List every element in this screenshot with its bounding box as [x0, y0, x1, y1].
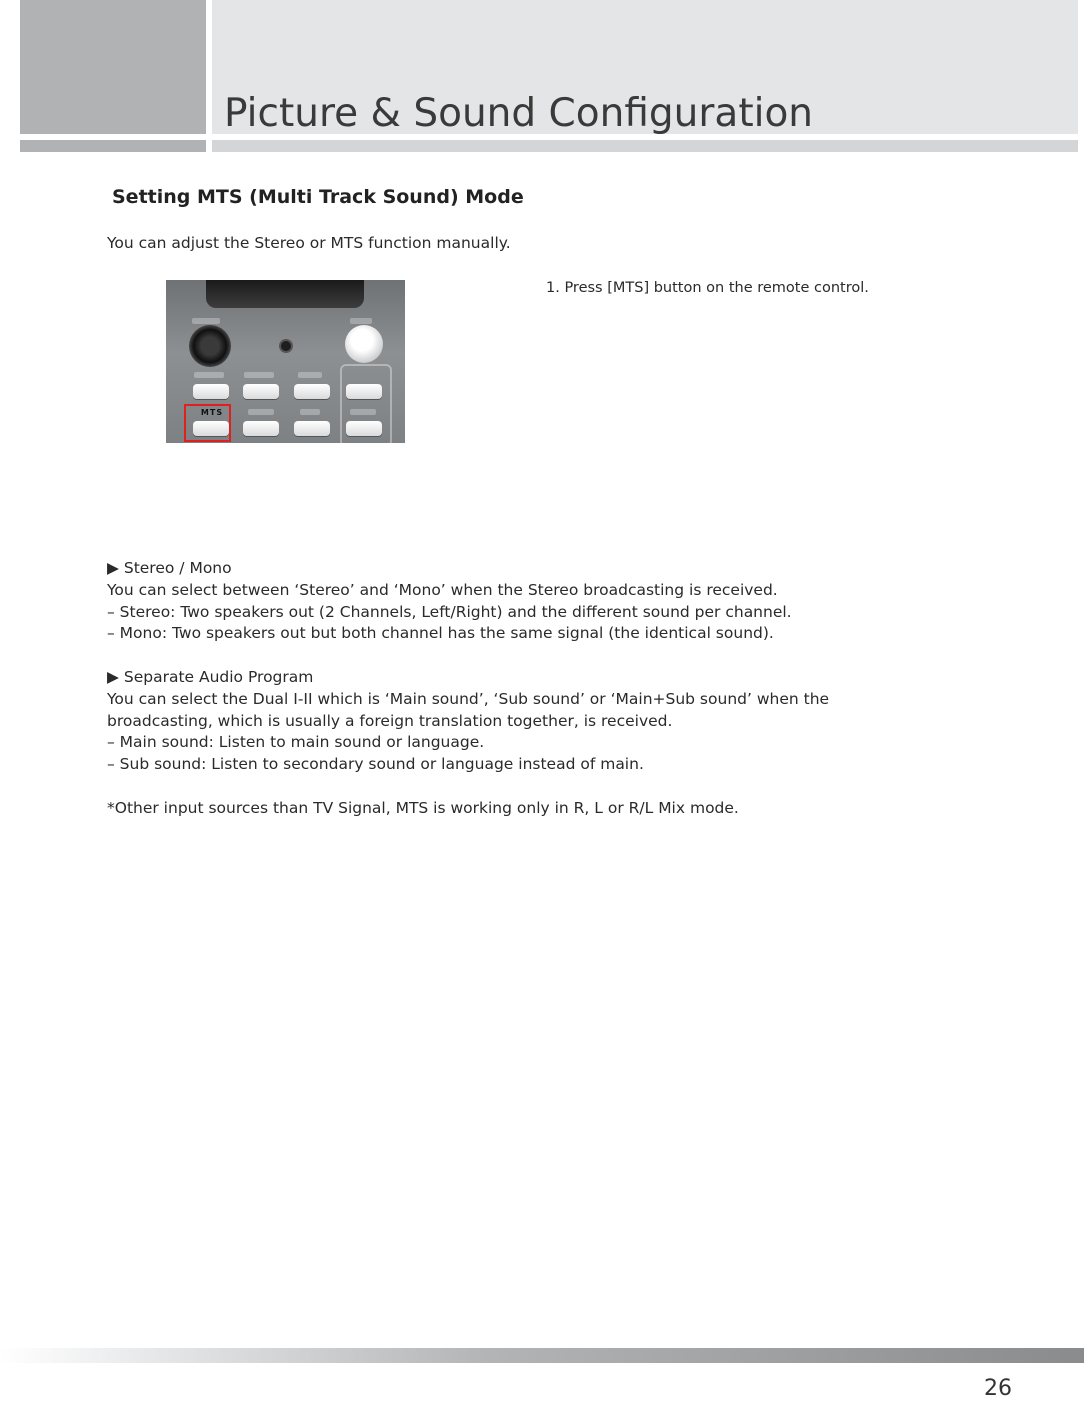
sap-line: You can select the Dual I-II which is ‘Main sound’, ‘Sub sound’ or ‘Main+Sub sound’ when the	[107, 689, 830, 708]
remote-label-mark	[194, 372, 224, 378]
footer-bar	[0, 1348, 1084, 1363]
mts-highlight-box	[184, 404, 231, 442]
triangle-right-icon: ▶	[107, 667, 119, 686]
mts-key-label: MTS	[200, 408, 224, 417]
remote-key	[243, 421, 279, 436]
remote-label-mark	[244, 372, 274, 378]
remote-key-group	[340, 364, 392, 443]
remote-key	[193, 384, 229, 399]
stereo-mono-line: – Mono: Two speakers out but both channel has the same signal (the identical sound).	[107, 624, 774, 643]
remote-control-image	[166, 280, 405, 443]
header-rule-left	[20, 140, 206, 152]
step-1-text: 1. Press [MTS] button on the remote control.	[546, 280, 869, 296]
page-number: 26	[984, 1376, 1012, 1401]
section-title: Setting MTS (Multi Track Sound) Mode	[112, 186, 524, 208]
sap-line: – Main sound: Listen to main sound or language.	[107, 733, 485, 752]
remote-label-mark	[300, 409, 320, 415]
remote-label-mark	[298, 372, 322, 378]
mute-button-icon	[345, 325, 383, 363]
stereo-mono-line: You can select between ‘Stereo’ and ‘Mono’ when the Stereo broadcasting is received.	[107, 580, 778, 599]
indicator-led	[281, 341, 291, 351]
remote-label-mark	[248, 409, 274, 415]
intro-text: You can adjust the Stereo or MTS function manually.	[107, 234, 511, 252]
sap-heading: ▶ Separate Audio Program	[107, 667, 314, 686]
stereo-mono-line: – Stereo: Two speakers out (2 Channels, Left/Right) and the different sound per channel.	[107, 602, 792, 621]
body-content	[107, 558, 1007, 820]
power-button-icon	[189, 325, 231, 367]
stereo-mono-heading: ▶ Stereo / Mono	[107, 559, 232, 577]
remote-key	[294, 384, 330, 399]
remote-key	[294, 421, 330, 436]
sap-line: broadcasting, which is usually a foreign translation together, is received.	[107, 711, 673, 730]
remote-display	[206, 280, 364, 308]
sap-line: – Sub sound: Listen to secondary sound or language instead of main.	[107, 755, 644, 774]
remote-label-mark	[350, 318, 372, 324]
note-text: *Other input sources than TV Signal, MTS is working only in R, L or R/L Mix mode.	[107, 798, 739, 817]
remote-label-mark	[192, 318, 220, 324]
header-block-left	[20, 0, 206, 134]
remote-key	[243, 384, 279, 399]
page-title: Picture & Sound Configuration	[224, 91, 814, 136]
triangle-right-icon: ▶	[107, 559, 119, 577]
